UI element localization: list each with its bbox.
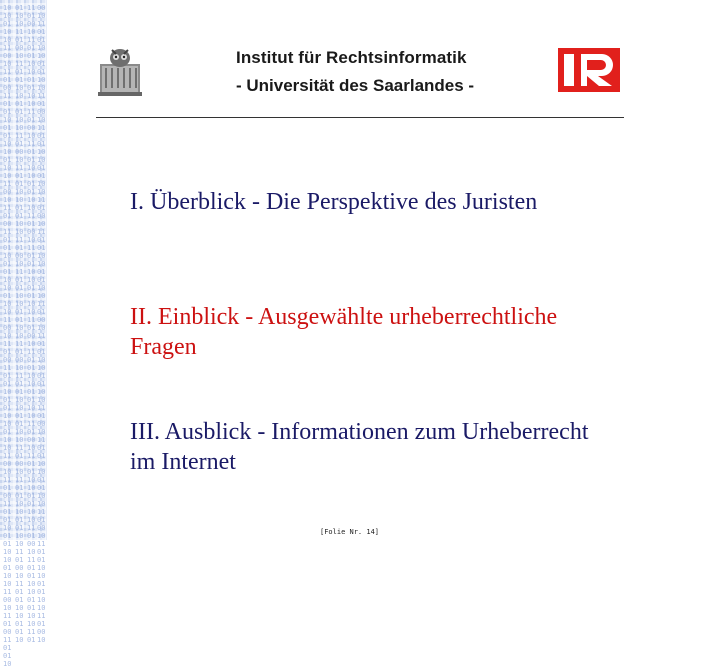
header-divider [96,117,624,118]
binary-pattern-strip [0,0,47,668]
binary-column: 0110101101001011010110100101101011010010110101101001011010110100101101011010010110101101001011010110100101101011010010110101101001011010110100101101011010010110 [15,4,24,644]
agenda-item-overview: I. Überblick - Die Perspektive des Juristen [130,189,538,215]
institute-title: Institut für Rechtsinformatik [236,48,467,67]
binary-column: 1010011010110010110100110101100101101001101011001011010011010110010110100110101100101101001101011001011010011010110010110100110101100101101001101011001011010011010110 [3,4,12,668]
binary-column: 1101001011010110100101101011010010110101101001011010110100101101011010010110101101001011010110100101101011010010110101101001011010110100101101011010010110101101 [27,4,36,644]
binary-column: 0010110101101001011010110100101101011010010110101101001011010110100101101011010010110101101001011010110100101101011010010110101101001011010110100101101011010010 [37,4,46,644]
ifr-logo-icon [558,48,620,92]
header [96,42,624,102]
agenda-item-outlook: III. Ausblick - Informationen zum Urheberrecht im Internet [130,419,589,475]
agenda-item-insight: II. Einblick - Ausgewählte urheberrechtliche Fragen [130,304,558,360]
slide-number: [Folie Nr. 14] [320,528,380,536]
university-seal-icon [98,46,142,98]
university-subtitle: - Universität des Saarlandes - [236,76,475,95]
